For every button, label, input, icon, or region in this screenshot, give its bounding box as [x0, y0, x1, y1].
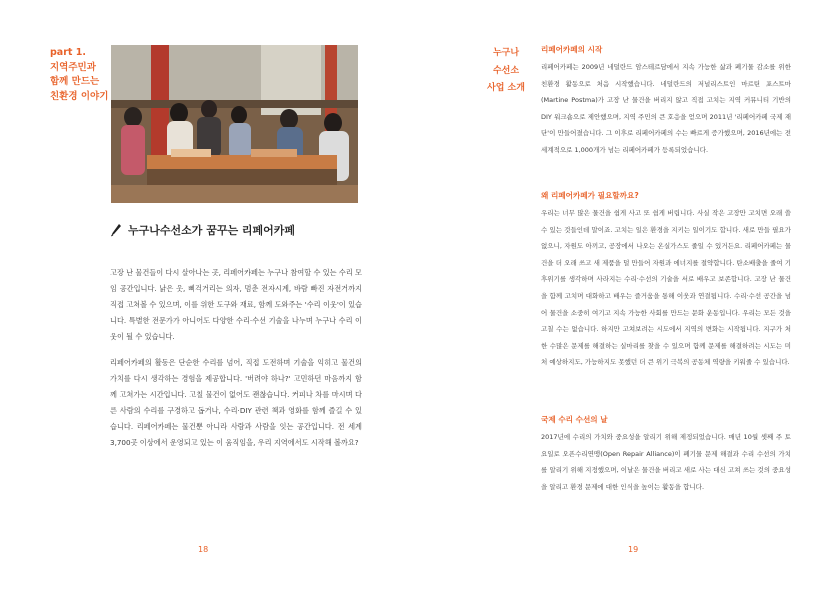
part-label-line: part 1. [50, 47, 86, 58]
paragraph: 리페어카페의 활동은 단순한 수리를 넘어, 직접 도전하며 기술을 익히고 물건의 가치를 다시 생각하는 경험을 제공합니다. '버려야 하나?' 고민하던 마음까지 함께 고쳐가는 시간입니다. 고칠 물건이 없어도 괜찮습니다. 커피나 차를 마시며 다른 사람의 수리를 구경하고 돕거나, 수리·DIY 관련 책과 영화를 함께 즐길 수 있습니다. 리페어카페는 물건뿐 아니라 사람과 사람을 잇는 공간입니다. 전 세계 3,700곳 이상에서 운영되고 있는 이 움직임을, 우리 지역에서도 시작해 볼까요? [110, 358, 362, 447]
section-body: 리페어카페는 2009년 네덜란드 암스테르담에서 지속 가능한 삶과 폐기물 감소를 위한 친환경 활동으로 처음 시작했습니다. 네덜란드의 저널리스트인 마르틴 포스트마(Martine Postma)가 고장 난 물건을 버리지 않고 직접 고치는 지역 커뮤니티 기반의 DIY 워크숍으로 제안했으며, 지역 주민의 큰 호응을 얻으며 2011년 '리페어카페 국제 재단'이 만들어졌습니다. 그 이후로 리페어카페의 수는 빠르게 증가했으며, 2016년에는 전 세계적으로 1,000개가 넘는 리페어카페가 등록되었습니다. [541, 63, 791, 154]
pen-icon [110, 223, 122, 237]
section-heading: 왜 리페어카페가 필요할까요? [541, 191, 639, 200]
section-body: 2017년에 수리의 가치와 중요성을 알리기 위해 제정되었습니다. 매년 10월 셋째 주 토요일로 오픈수리연맹(Open Repair Alliance)이 폐기물 문제 해결과 수리 수선의 가치를 알리기 위해 지정했으며, 이날은 물건을 버리고 새로 사는 대신 고쳐 쓰는 것의 중요성을 알리고 환경 문제에 대한 인식을 높이는 활동을 합니다. [541, 433, 791, 491]
chapter-tag-line: 누구나 [492, 48, 520, 58]
repair-cafe-photo [111, 45, 358, 203]
part-label-line: 지역주민과 [50, 61, 96, 73]
section-heading: 리페어카페의 시작 [541, 45, 603, 54]
part-label-line: 친환경 이야기 [50, 90, 109, 102]
page-number-right: 19 [628, 545, 639, 554]
section-title [110, 222, 295, 238]
section-repair-day [541, 414, 791, 495]
paragraph: 고장 난 물건들이 다시 살아나는 곳, 리페어카페는 누구나 참여할 수 있는 수리 모임 공간입니다. 낡은 옷, 삐걱거리는 의자, 멈춘 전자시계, 바람 빠진 자전거까지 직접 고쳐볼 수 있으며, 이를 위한 도구와 재료, 함께 도와주는 '수리 이웃'이 있습니다. 특별한 전문가가 아니어도 다양한 수리·수선 기술을 나누며 누구나 수리 이웃이 될 수 있습니다. [110, 268, 362, 341]
part-label-line: 함께 만드는 [50, 76, 100, 87]
page-number-left: 18 [198, 545, 209, 554]
section-history [541, 44, 791, 159]
section-heading: 국제 수리 수선의 날 [541, 415, 608, 424]
left-body [110, 265, 362, 461]
section-body: 우리는 너무 많은 물건을 쉽게 사고 또 쉽게 버립니다. 사실 작은 고장만 고치면 오래 쓸 수 있는 것들인데 말이죠. 고치는 일은 환경을 지키는 일이기도 합니다. 새로 만들 필요가 없으니, 자원도 아끼고, 공장에서 나오는 온실가스도 줄일 수 있거든요. 리페어카페는 물건을 더 오래 쓰고 새 제품을 덜 만들어 자원과 에너지를 절약합니다. 탄소배출을 줄여 기후위기를 생각하며 사라지는 수리·수선의 기술을 서로 배우고 보존합니다. 고장 난 물건을 함께 고치며 대화하고 배우는 즐거움을 통해 이웃과 연결됩니다. 수리·수선 공간을 넘어 물건을 소중히 여기고 지속 가능한 사회를 만드는 문화 운동입니다. 우리는 모든 것을 고칠 수는 없습니다. 하지만 고쳐보려는 시도에서 지역의 변화는 시작됩니다. 지구가 처한 수많은 문제를 해결하는 실마리를 찾을 수 있으며 함께 문제를 해결하려는 시도는 미처 예상하지도, 가능하지도 못했던 더 큰 위기 극복의 공동체 역량을 키워줄 수 있습니다. [541, 209, 791, 367]
photo-illustration [111, 45, 358, 203]
chapter-tag-line: 수선소 [492, 65, 520, 76]
part-label [50, 46, 110, 104]
chapter-tag-line: 사업 소개 [487, 83, 525, 93]
section-why [541, 190, 791, 371]
chapter-tag [478, 45, 534, 98]
section-title-text: 누구나수선소가 꿈꾸는 리페어카페 [128, 224, 296, 237]
